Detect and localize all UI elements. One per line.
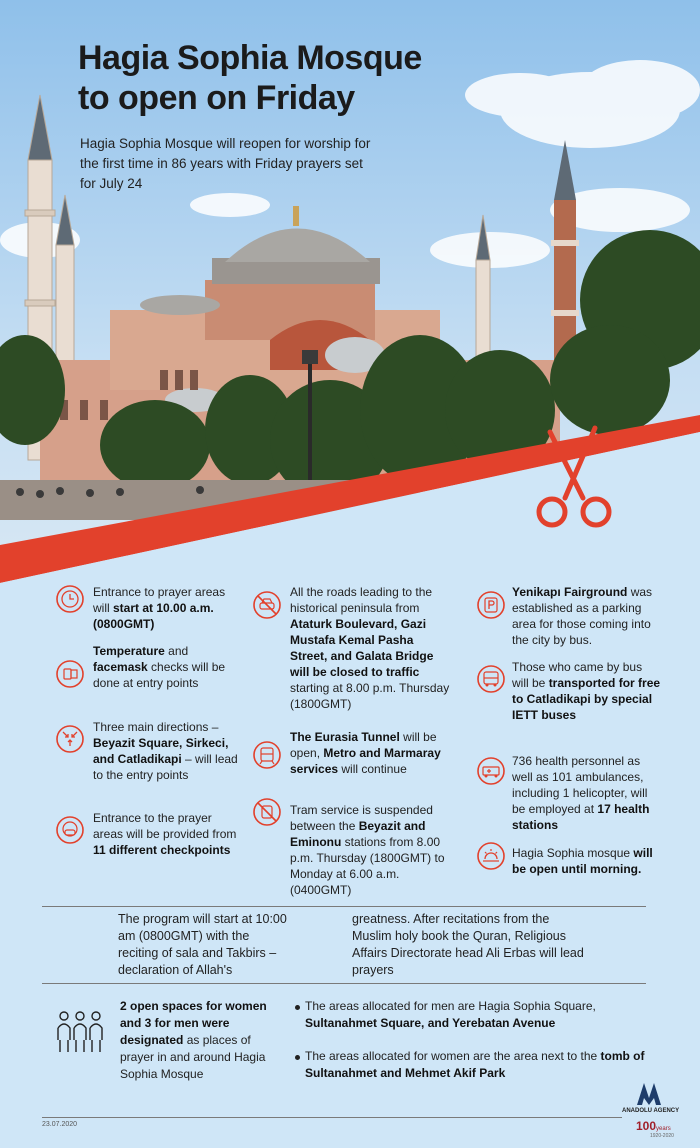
women-areas: The areas allocated for women are the area next to the tomb of Sultanahmet and Mehmet Akif Park <box>305 1049 645 1080</box>
info-start-time: Entrance to prayer areas will start at 10.00 a.m. (0800GMT) <box>93 585 226 631</box>
info-parking: Yenikapı Fairground was established as a parking area for those coming into the city by bus. <box>512 585 653 647</box>
parking-icon <box>476 590 506 620</box>
program-text-left: The program will start at 10:00 am (0800GMT) with the reciting of sala and Takbirs – declaration of Allah's <box>118 912 287 977</box>
bus-icon <box>476 664 506 694</box>
men-areas: The areas allocated for men are Hagia Sophia Square, Sultanahmet Square, and Yerebatan Avenue <box>305 999 596 1030</box>
prayer-spaces-summary: 2 open spaces for women and 3 for men were designated as places of prayer in and around Hagia Sophia Mosque <box>120 999 267 1081</box>
clock-icon <box>55 584 85 614</box>
divider-top <box>42 906 646 907</box>
info-transit-open: The Eurasia Tunnel will be open, Metro and Marmaray services will continue <box>290 730 441 776</box>
face-mask-icon <box>55 815 85 845</box>
info-road-closures: All the roads leading to the historical peninsula from Ataturk Boulevard, Gazi Mustafa Kemal Pasha Street, and Galata Bridge will be closed to traffic starting at 8.00 p.m. Thursday (1800GMT) <box>290 585 450 711</box>
info-temperature-check: Temperature and facemask checks will be done at entry points <box>93 644 226 690</box>
sunrise-icon <box>476 841 506 871</box>
bullet-men <box>295 1005 300 1010</box>
ambulance-icon <box>476 756 506 786</box>
anadolu-logo-icon <box>634 1080 664 1106</box>
bullet-women <box>295 1055 300 1060</box>
publish-date: 23.07.2020 <box>42 1121 78 1128</box>
page-subtitle: Hagia Sophia Mosque will reopen for worship for the first time in 86 years with Friday prayers set for July 24 <box>80 136 371 191</box>
info-bus-transfer: Those who came by bus will be transported for free to Catladikapi by special IETT buses <box>512 660 661 722</box>
info-tram-suspended: Tram service is suspended between the Beyazit and Eminonu stations from 8.00 p.m. Thursday (1800GMT) to Monday at 6.00 a.m. (0400GMT) <box>290 803 445 897</box>
page-title: Hagia Sophia Mosque to open on Friday <box>78 39 422 117</box>
no-tram-icon <box>252 797 282 827</box>
anniversary-badge: 100years 1920-2020 <box>636 1119 674 1139</box>
info-open-until-morning: Hagia Sophia mosque will be open until morning. <box>512 846 653 876</box>
info-health-personnel: 736 health personnel as well as 101 ambulances, including 1 helicopter, will be employed at 17 health stations <box>512 754 650 832</box>
people-icon <box>55 1008 105 1056</box>
thermometer-mask-icon <box>55 659 85 689</box>
agency-name: ANADOLU AGENCY <box>622 1108 680 1114</box>
program-text-right: greatness. After recitations from the Muslim holy book the Quran, Religious Affairs Directorate head Ali Erbas will lead prayers <box>352 912 584 977</box>
directions-icon <box>55 724 85 754</box>
divider-middle <box>42 983 646 984</box>
divider-bottom <box>42 1117 622 1118</box>
metro-icon <box>252 740 282 770</box>
info-checkpoints: Entrance to the prayer areas will be provided from 11 different checkpoints <box>93 811 237 857</box>
info-directions: Three main directions – Beyazit Square, Sirkeci, and Catladikapi – will lead to the entry points <box>93 720 238 782</box>
no-car-icon <box>252 590 282 620</box>
